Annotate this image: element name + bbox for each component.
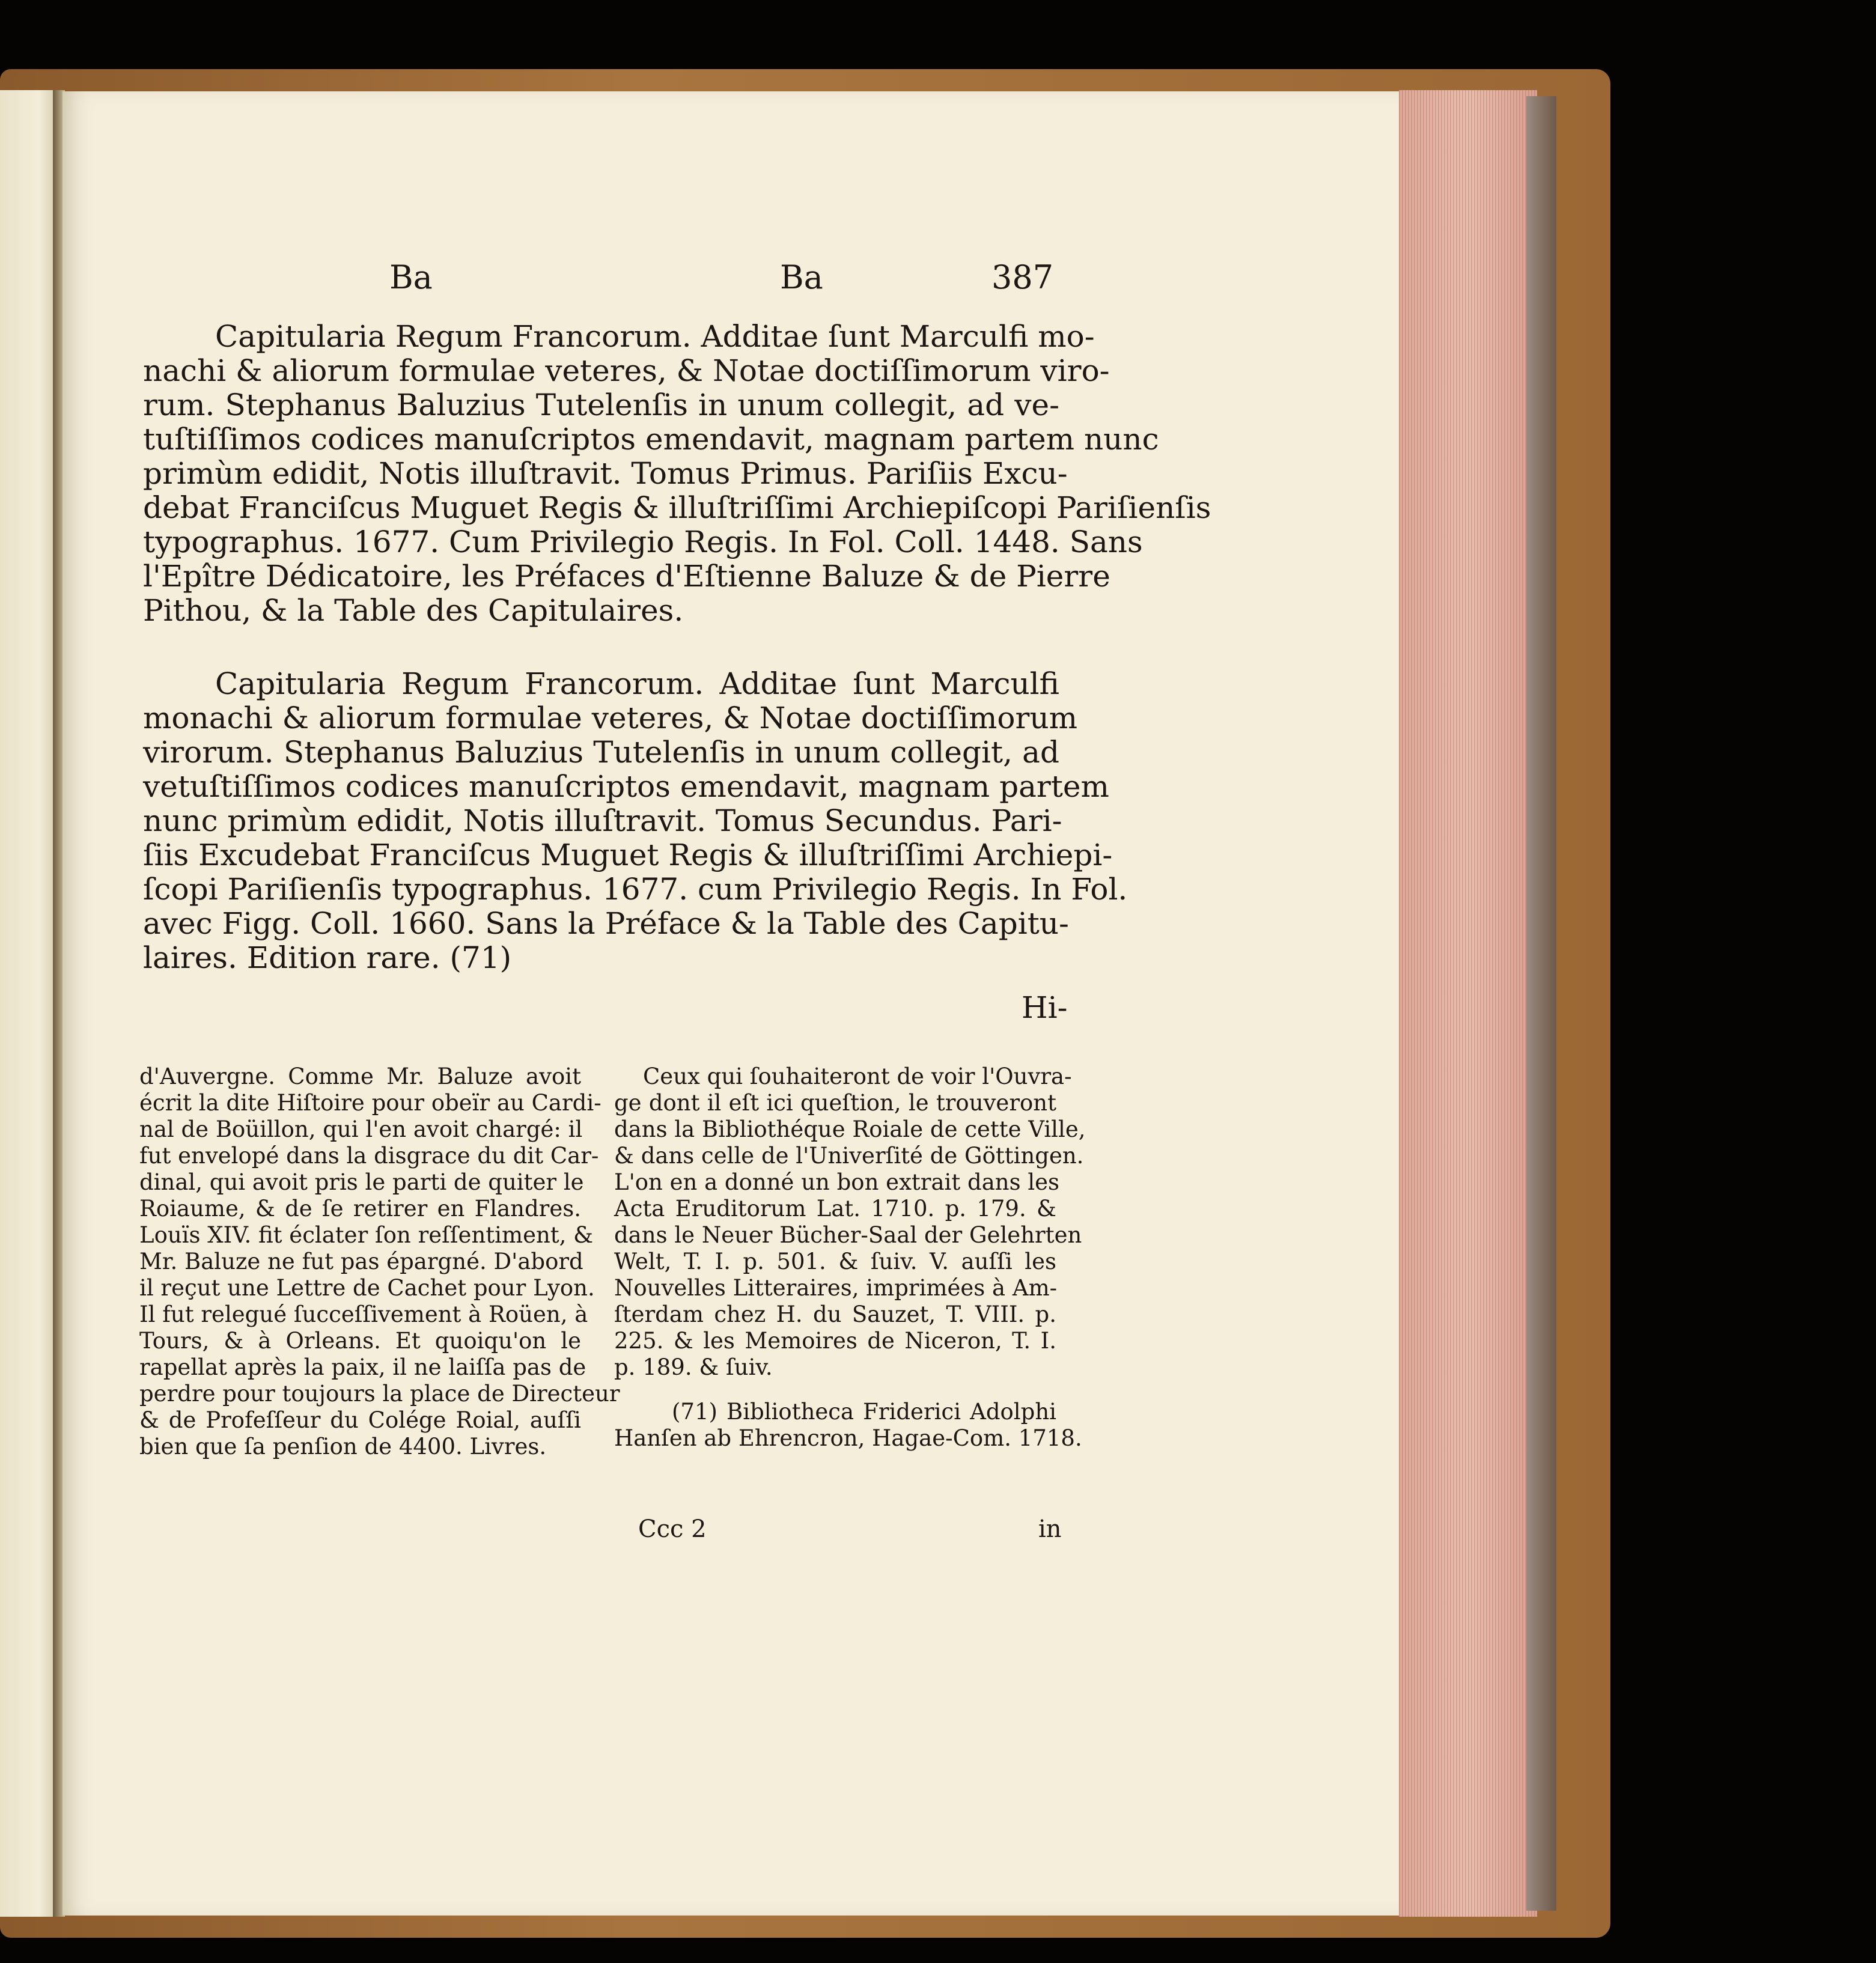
note-line: Ceux qui ſouhaiteront de voir l'Ouvra- xyxy=(643,1064,1072,1089)
note-line: dans le Neuer Bücher-Saal der Gelehrten xyxy=(614,1222,1082,1248)
running-head-left: Ba xyxy=(389,258,433,296)
footnote-line: (71) Bibliotheca Friderici Adolphi xyxy=(672,1399,1056,1425)
note-line: Louïs XIV. fit éclater ſon reſſentiment, & xyxy=(139,1222,594,1248)
entry-line: Capitularia Regum Francorum. Additae ſunt Marculfi xyxy=(215,666,1059,701)
bibliography-entry-1 xyxy=(143,319,1211,628)
entry-line: l'Epître Dédicatoire, les Préfaces d'Eſtienne Baluze & de Pierre xyxy=(143,559,1110,594)
note-line: Roiaume, & de ſe retirer en Flandres. xyxy=(139,1196,581,1222)
entry-line: primùm edidit, Notis illuſtravit. Tomus Primus. Pariſiis Excu- xyxy=(143,456,1068,491)
entry-line: debat Franciſcus Muguet Regis & illuſtriſſimi Archiepiſcopi Pariſienſis xyxy=(143,490,1211,525)
note-line: d'Auvergne. Comme Mr. Baluze avoit xyxy=(139,1064,581,1089)
note-line: dans la Bibliothéque Roiale de cette Ville, xyxy=(614,1116,1086,1142)
note-line: écrit la dite Hiſtoire pour obeïr au Cardi- xyxy=(139,1090,601,1116)
note-line: fut envelopé dans la disgrace du dit Car- xyxy=(139,1143,599,1169)
entry-line: nachi & aliorum formulae veteres, & Notae doctiſſimorum viro- xyxy=(143,353,1110,388)
entry-line: rum. Stephanus Baluzius Tutelenſis in unum collegit, ad ve- xyxy=(143,388,1059,422)
note-line: Tours, & à Orleans. Et quoiqu'on le xyxy=(139,1328,581,1354)
note-line: L'on en a donné un bon extrait dans les xyxy=(614,1169,1060,1195)
entry-line: virorum. Stephanus Baluzius Tutelenſis in unum collegit, ad xyxy=(143,735,1059,770)
note-line: rapellat après la paix, il ne laiſſa pas de xyxy=(139,1354,586,1380)
entry-line: ſcopi Pariſienſis typographus. 1677. cum Privilegio Regis. In Fol. xyxy=(143,872,1128,907)
note-line: Welt, T. I. p. 501. & ſuiv. V. auſſi les xyxy=(614,1249,1056,1274)
note-line: il reçut une Lettre de Cachet pour Lyon. xyxy=(139,1275,595,1301)
note-line: Mr. Baluze ne fut pas épargné. D'abord xyxy=(139,1249,583,1274)
note-line: nal de Boüillon, qui l'en avoit chargé: il xyxy=(139,1116,583,1142)
entry-line: ſiis Excudebat Franciſcus Muguet Regis & illuſtriſſimi Archiepi- xyxy=(143,838,1113,872)
running-head-center: Ba xyxy=(780,258,823,296)
note-line: & dans celle de l'Univerſité de Göttingen. xyxy=(614,1143,1084,1169)
footnote-line: Hanſen ab Ehrencron, Hagae-Com. 1718. xyxy=(614,1425,1082,1451)
page-block-shadow xyxy=(1526,96,1556,1911)
page-number: 387 xyxy=(991,258,1054,296)
entry-line: tuſtiſſimos codices manuſcriptos emendavit, magnam partem nunc xyxy=(143,422,1159,457)
page-block-edge xyxy=(1399,90,1537,1917)
note-line: Acta Eruditorum Lat. 1710. p. 179. & xyxy=(614,1196,1056,1222)
note-line: dinal, qui avoit pris le parti de quiter le xyxy=(139,1169,584,1195)
entry-line: nunc primùm edidit, Notis illuſtravit. Tomus Secundus. Pari- xyxy=(143,803,1062,838)
entry-line: Pithou, & la Table des Capitulaires. xyxy=(143,593,684,628)
note-column-right xyxy=(614,1064,1086,1452)
note-line: ge dont il eſt ici queſtion, le trouveront xyxy=(614,1090,1056,1116)
previous-page-edge xyxy=(0,90,55,1917)
note-line: & de Profeſſeur du Colége Roial, auſſi xyxy=(139,1407,581,1433)
note-line: p. 189. & ſuiv. xyxy=(614,1354,773,1380)
entry-line: vetuſtiſſimos codices manuſcriptos emendavit, magnam partem xyxy=(143,769,1109,804)
note-line: Il fut relegué ſucceſſivement à Roüen, à xyxy=(139,1301,588,1327)
note-line: perdre pour toujours la place de Directeur xyxy=(139,1381,620,1407)
entry-line: avec Figg. Coll. 1660. Sans la Préface & la Table des Capitu- xyxy=(143,906,1069,941)
entry-line: laires. Edition rare. (71) xyxy=(143,940,512,975)
catchword-notes: in xyxy=(1038,1515,1062,1543)
entry-line: Capitularia Regum Francorum. Additae ſunt Marculfi mo- xyxy=(215,319,1095,354)
catchword-main: Hi- xyxy=(1022,990,1068,1025)
entry-line: monachi & aliorum formulae veteres, & Notae doctiſſimorum xyxy=(143,701,1078,735)
note-line: 225. & les Memoires de Niceron, T. I. xyxy=(614,1328,1056,1354)
note-column-left xyxy=(139,1064,620,1460)
signature-mark: Ccc 2 xyxy=(638,1515,707,1543)
note-line: Nouvelles Litteraires, imprimées à Am- xyxy=(614,1275,1058,1301)
note-line: ſterdam chez H. du Sauzet, T. VIII. p. xyxy=(614,1301,1056,1327)
note-line: bien que ſa penſion de 4400. Livres. xyxy=(139,1434,547,1459)
entry-line: typographus. 1677. Cum Privilegio Regis. In Fol. Coll. 1448. Sans xyxy=(143,525,1143,559)
bibliography-entry-2 xyxy=(143,666,1128,975)
